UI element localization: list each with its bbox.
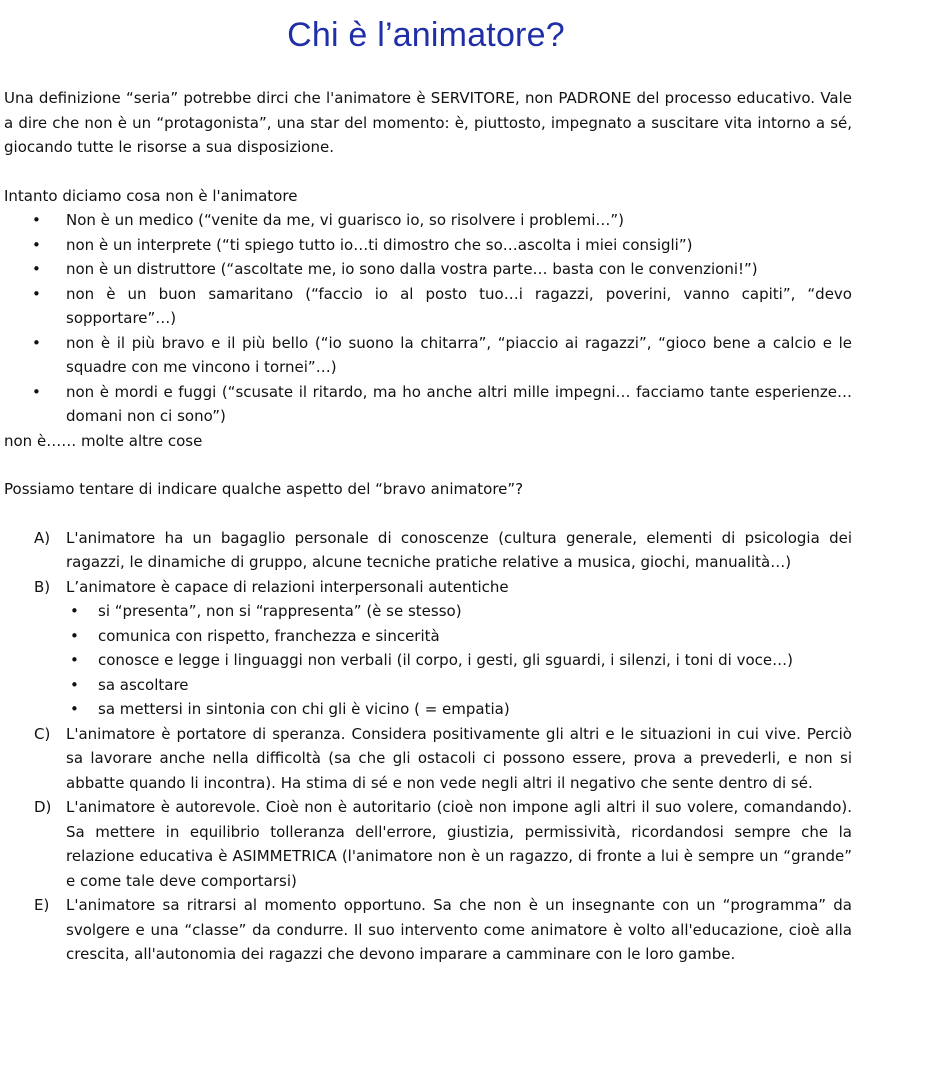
not-section-closing: non è…… molte altre cose <box>4 431 203 450</box>
sub-list-item: • sa mettersi in sintonia con chi gli è vicino ( = empatia) <box>66 697 852 722</box>
sub-list <box>66 599 852 722</box>
document-body <box>4 86 852 967</box>
not-section-heading: Intanto diciamo cosa non è l'animatore <box>4 186 298 205</box>
list-item: • Non è un medico (“venite da me, vi guarisco io, so risolvere i problemi…”) <box>4 208 852 233</box>
item-text: L'animatore sa ritrarsi al momento opportuno. Sa che non è un insegnante con un “programma” da svolgere e una “classe” da condurre. Il suo intervento come animatore è volto all'educazione, cioè alla crescita, all'autonomia dei ragazzi che devono imparare a camminare con le loro gambe. <box>66 896 852 963</box>
item-text: L'animatore ha un bagaglio personale di conoscenze (cultura generale, elementi di psicologia dei ragazzi, le dinamiche di gruppo, alcune tecniche pratiche relative a musica, giochi, manualità…) <box>66 528 852 571</box>
list-item: • non è un interprete (“ti spiego tutto io…ti dimostro che so…ascolta i miei consigli”) <box>4 233 852 258</box>
not-list <box>4 208 852 429</box>
good-item-b <box>4 575 852 722</box>
list-item: • non è mordi e fuggi (“scusate il ritardo, ma ho anche altri mille impegni… facciamo tante esperienze…domani non ci sono”) <box>4 380 852 429</box>
good-item-c <box>4 722 852 796</box>
good-item-d <box>4 795 852 893</box>
item-marker: D) <box>34 798 52 816</box>
sub-list-item: • comunica con rispetto, franchezza e sincerità <box>66 624 852 649</box>
item-text: L'animatore è autorevole. Cioè non è autoritario (cioè non impone agli altri il suo volere, comandando). Sa mettere in equilibrio tolleranza dell'errore, giustizia, permissività, ricordandosi sempre che la relazione educativa è ASIMMETRICA (l'animatore non è un ragazzo, di fronte a lui è sempre un “grande” e come tale deve comportarsi) <box>66 798 852 890</box>
good-section-heading: Possiamo tentare di indicare qualche aspetto del “bravo animatore”? <box>4 480 524 498</box>
item-marker: C) <box>34 724 51 743</box>
good-item-e <box>4 893 852 967</box>
good-list <box>4 526 852 967</box>
item-marker: B) <box>34 577 51 596</box>
spacer <box>4 502 852 526</box>
sub-list-item: • si “presenta”, non si “rappresenta” (è se stesso) <box>66 599 852 624</box>
item-text: L'animatore è portatore di speranza. Considera positivamente gli altri e le situazioni in cui vive. Perciò sa lavorare anche nella difficoltà (sa che gli ostacoli ci possono essere, prova a prevederli, e non si abbatte quando li incontra). Ha stima di sé e non vede negli altri il negativo che sente dentro di sé. <box>66 724 852 792</box>
item-text: L’animatore è capace di relazioni interpersonali autentiche <box>66 577 509 596</box>
list-item: • non è un buon samaritano (“faccio io al posto tuo…i ragazzi, poverini, vanno capiti”, “devo sopportare”…) <box>4 282 852 331</box>
sub-list-item: • sa ascoltare <box>66 673 852 698</box>
item-marker: E) <box>34 896 50 914</box>
page-title: Chi è l’animatore? <box>287 16 565 54</box>
sub-list-item: • conosce e legge i linguaggi non verbali (il corpo, i gesti, gli sguardi, i silenzi, i toni di voce…) <box>66 648 852 673</box>
list-item: • non è il più bravo e il più bello (“io suono la chitarra”, “piaccio ai ragazzi”, “gioco bene a calcio e le squadre con me vincono i tornei”…) <box>4 331 852 380</box>
intro-paragraph: Una definizione “seria” potrebbe dirci che l'animatore è SERVITORE, non PADRONE del processo educativo. Vale a dire che non è un “protagonista”, una star del momento: è, piuttosto, impegnato a suscitare vita intorno a sé, giocando tutte le risorse a sua disposizione. <box>4 89 852 156</box>
spacer <box>4 453 852 477</box>
good-item-a <box>4 526 852 575</box>
item-marker: A) <box>34 528 51 547</box>
list-item: • non è un distruttore (“ascoltate me, io sono dalla vostra parte… basta con le convenzioni!”) <box>4 257 852 282</box>
spacer <box>4 160 852 184</box>
